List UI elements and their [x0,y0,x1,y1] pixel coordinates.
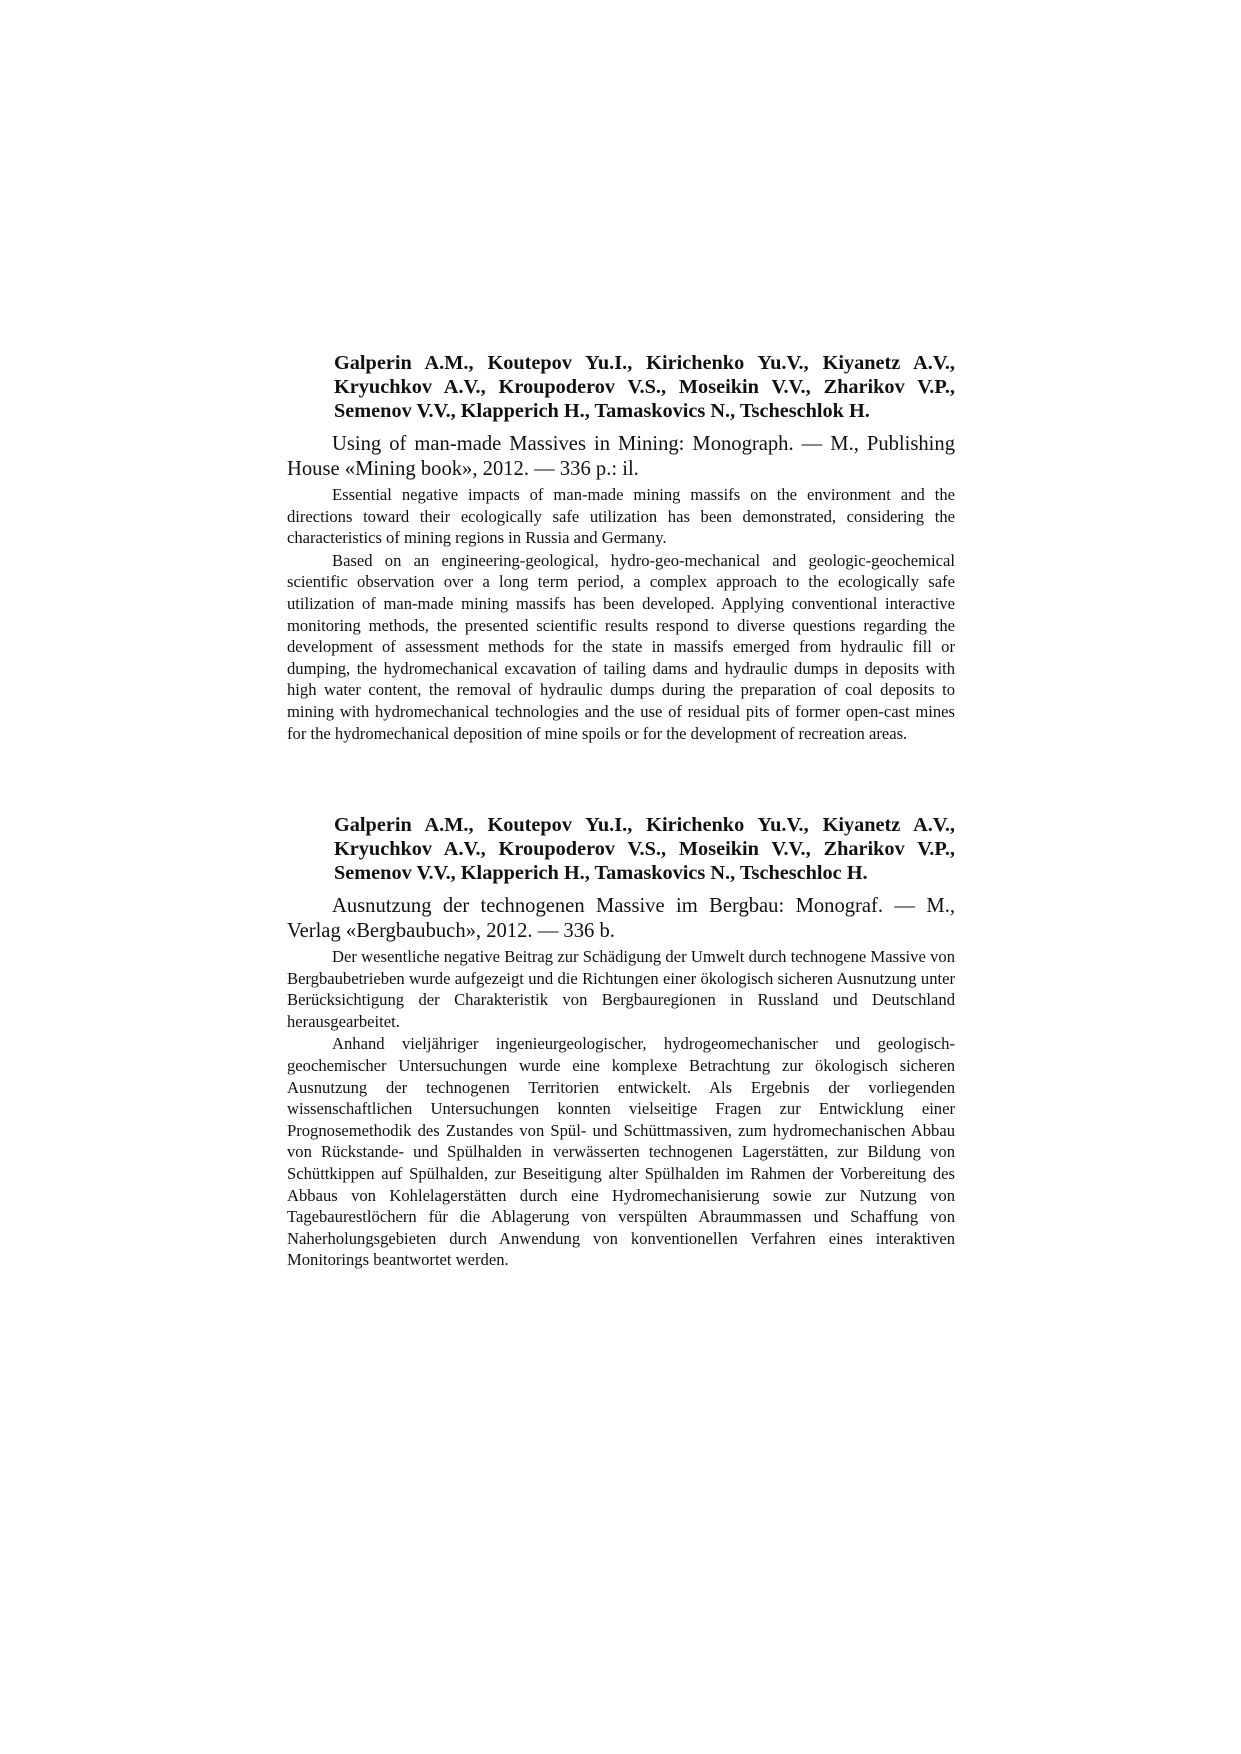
abstract-paragraph: Based on an engineering-geological, hydro-geo-mechanical and geologic-geochemical scientific observation over a long term period, a complex approach to the ecologically safe utilization of man-made mining massifs has been developed. Applying conventional interactive monitoring methods, the presented scientific results respond to diverse questions regarding the development of assessment methods for the state in massifs emerged from hydraulic fill or dumping, the hydromechanical excavation of tailing dams and hydraulic dumps in deposits with high water content, the removal of hydraulic dumps during the preparation of coal deposits to mining with hydromechanical technologies and the use of residual pits of former open-cast mines for the hydromechanical deposition of mine spoils or for the development of recreation areas. [287,550,955,743]
abstract-paragraph: Anhand vieljähriger ingenieurgeologischer, hydrogeomechanischer und geologisch-geochemischer Untersuchungen wurde eine komplexe Betrachtung zur ökologisch sicheren Ausnutzung der technogenen Territorien entwickelt. Als Ergebnis der vorliegenden wissenschaftlichen Untersuchungen konnten vielseitige Fragen zur Entwicklung einer Prognosemethodik des Zustandes von Spül- und Schüttmassiven, zum hydromechanischen Abbau von Rückstande- und Spülhalden in verwässerten technogenen Lagerstätten, zur Bildung von Schüttkippen auf Spülhalden, zur Beseitigung alter Spülhalden im Rahmen der Vorbereitung des Abbaus von Kohlelagerstätten durch eine Hydromechanisierung sowie zur Nutzung von Tagebaurestlöchern für die Ablagerung von verspülten Abraummassen und Schaffung von Naherholungsgebieten durch Anwendung von konventionellen Verfahren eines interaktiven Monitorings beantwortet werden. [287,1034,955,1270]
author-list: Galperin A.M., Koutepov Yu.I., Kirichenko Yu.V., Kiyanetz A.V., Kryuchkov A.V., Kroupoderov V.S., Moseikin V.V., Zharikov V.P., Semenov V.V., Klapperich H., Tamaskovics N., Tscheschlok H. [334,352,955,422]
abstract-entry-german [287,813,955,1271]
abstract-paragraph: Essential negative impacts of man-made mining massifs on the environment and the directions toward their ecologically safe utilization has been demonstrated, considering the characteristics of mining regions in Russia and Germany. [287,485,955,548]
book-title: Ausnutzung der technogenen Massive im Bergbau: Monograf. — M., Verlag «Bergbaubuch», 2012. — 336 b. [287,895,955,942]
author-list: Galperin A.M., Koutepov Yu.I., Kirichenko Yu.V., Kiyanetz A.V., Kryuchkov A.V., Kroupoderov V.S., Moseikin V.V., Zharikov V.P., Semenov V.V., Klapperich H., Tamaskovics N., Tscheschloc H. [334,814,955,884]
abstract-entry-english [287,351,955,744]
book-title: Using of man-made Massives in Mining: Monograph. — M., Publishing House «Mining book», 2012. — 336 p.: il. [287,433,955,480]
abstract-paragraph: Der wesentliche negative Beitrag zur Schädigung der Umwelt durch technogene Massive von Bergbaubetrieben wurde aufgezeigt und die Richtungen einer ökologisch sicheren Ausnutzung unter Berücksichtigung der Charakteristik von Bergbauregionen in Russland und Deutschland herausgearbeitet. [287,947,955,1031]
